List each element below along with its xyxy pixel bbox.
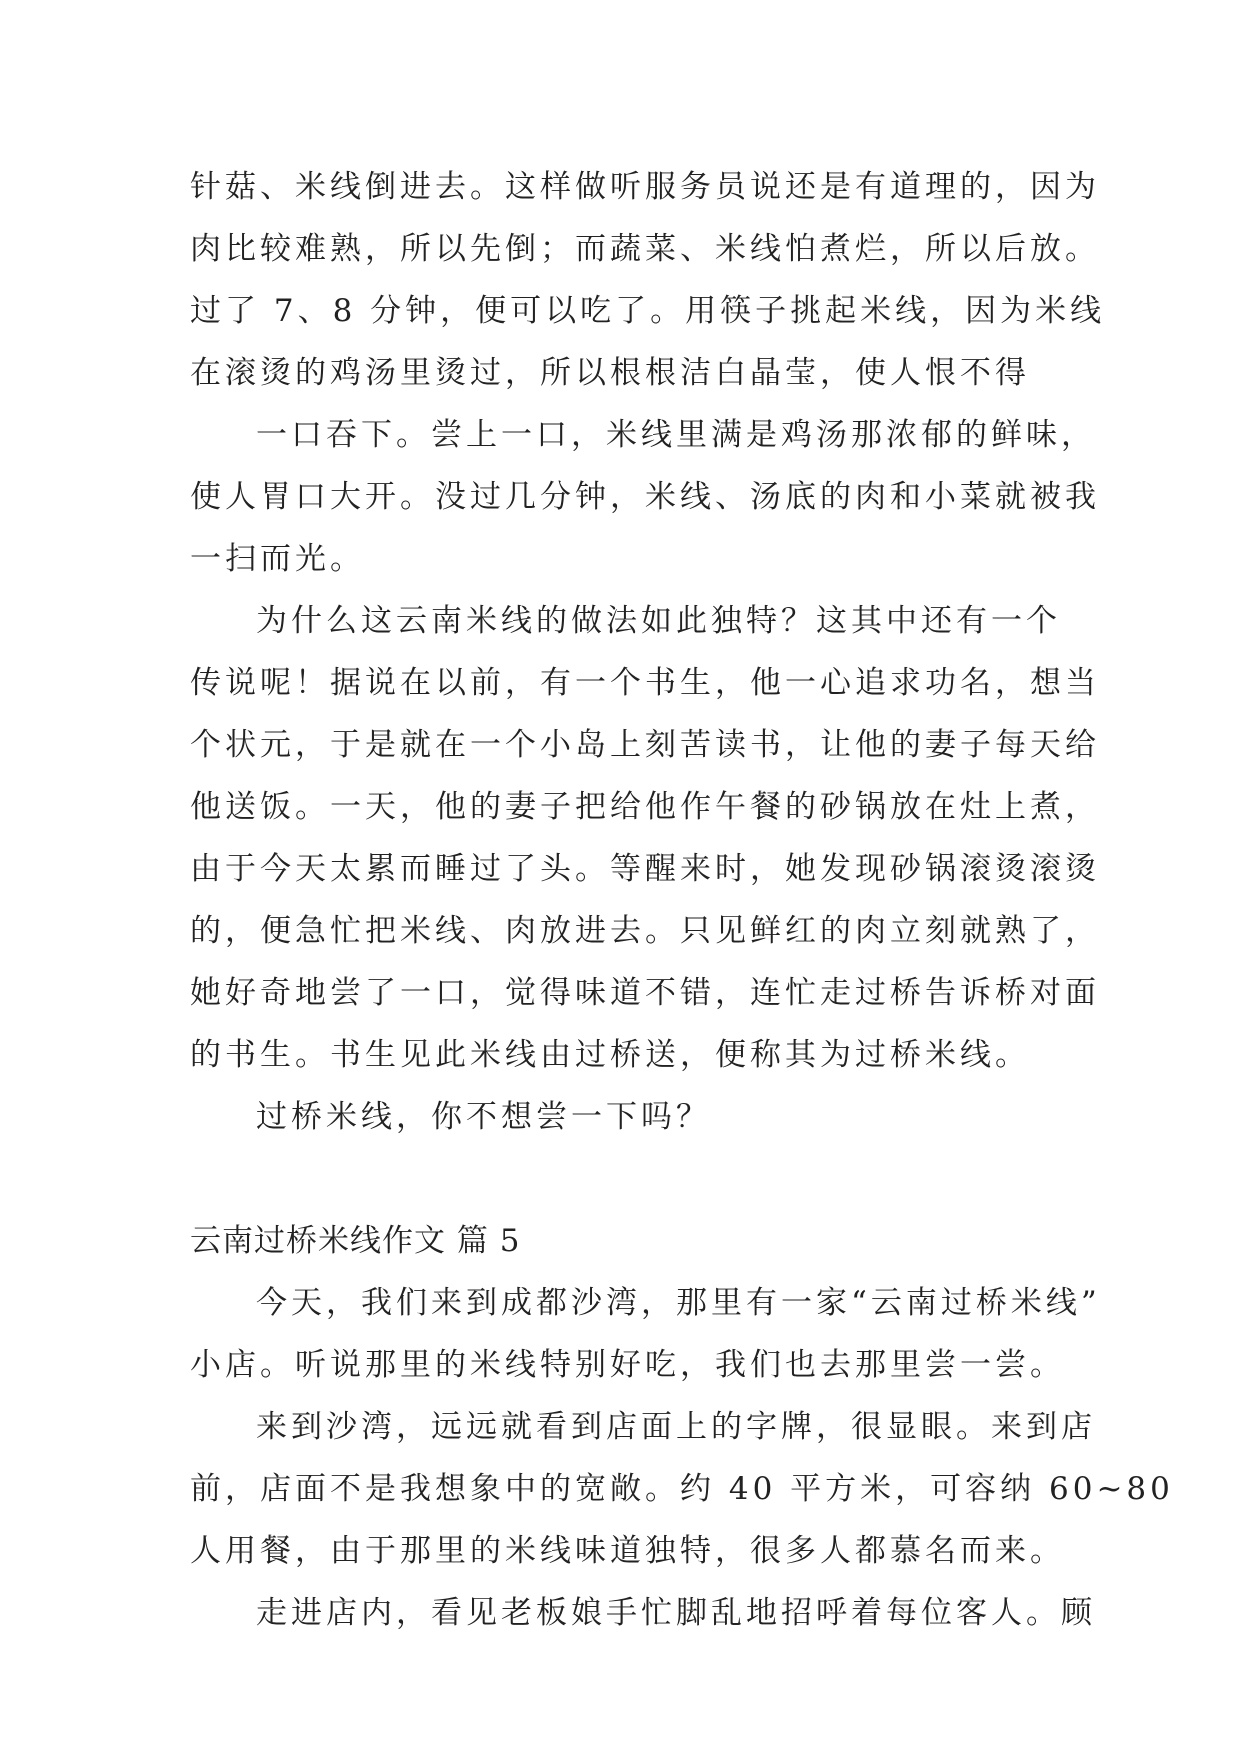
essay-5-body	[190, 1272, 1174, 1644]
text-line: 她好奇地尝了一口，觉得味道不错，连忙走过桥告诉桥对面	[190, 975, 1100, 1011]
text-line: 走进店内，看见老板娘手忙脚乱地招呼着每位客人。顾	[256, 1595, 1096, 1631]
text-line: 小店。听说那里的米线特别好吃，我们也去那里尝一尝。	[190, 1347, 1065, 1383]
text-line: 个状元，于是就在一个小岛上刻苦读书，让他的妻子每天给	[190, 727, 1100, 763]
text-line: 一口吞下。尝上一口，米线里满是鸡汤那浓郁的鲜味，	[256, 417, 1096, 453]
text-line: 人用餐，由于那里的米线味道独特，很多人都慕名而来。	[190, 1533, 1065, 1569]
text-line: 为什么这云南米线的做法如此独特？这其中还有一个	[256, 603, 1061, 639]
text-line: 肉比较难熟，所以先倒；而蔬菜、米线怕煮烂，所以后放。	[190, 231, 1100, 267]
text-line: 的书生。书生见此米线由过桥送，便称其为过桥米线。	[190, 1037, 1030, 1073]
text-line: 使人胃口大开。没过几分钟，米线、汤底的肉和小菜就被我	[190, 479, 1100, 515]
text-line: 在滚烫的鸡汤里烫过，所以根根洁白晶莹，使人恨不得	[190, 355, 1030, 391]
section-title: 云南过桥米线作文 篇 5	[190, 1223, 521, 1259]
text-line: 的，便急忙把米线、肉放进去。只见鲜红的肉立刻就熟了，	[190, 913, 1100, 949]
text-line: 今天，我们来到成都沙湾，那里有一家“云南过桥米线”	[256, 1285, 1101, 1321]
text-line: 传说呢！据说在以前，有一个书生，他一心追求功名，想当	[190, 665, 1100, 701]
text-line: 他送饭。一天，他的妻子把给他作午餐的砂锅放在灶上煮，	[190, 789, 1100, 825]
essay-4-body	[190, 156, 1106, 1148]
document-body	[190, 156, 1174, 1644]
text-line: 一扫而光。	[190, 541, 365, 577]
text-line: 过了 7、8 分钟，便可以吃了。用筷子挑起米线，因为米线	[190, 293, 1106, 329]
text-line: 前，店面不是我想象中的宽敞。约 40 平方米，可容纳 60~80	[190, 1471, 1174, 1507]
text-line: 来到沙湾，远远就看到店面上的字牌，很显眼。来到店	[256, 1409, 1096, 1445]
section-gap	[190, 1148, 1090, 1210]
text-line: 由于今天太累而睡过了头。等醒来时，她发现砂锅滚烫滚烫	[190, 851, 1100, 887]
text-line: 过桥米线，你不想尝一下吗？	[256, 1099, 711, 1135]
text-line: 针菇、米线倒进去。这样做听服务员说还是有道理的，因为	[190, 169, 1100, 205]
